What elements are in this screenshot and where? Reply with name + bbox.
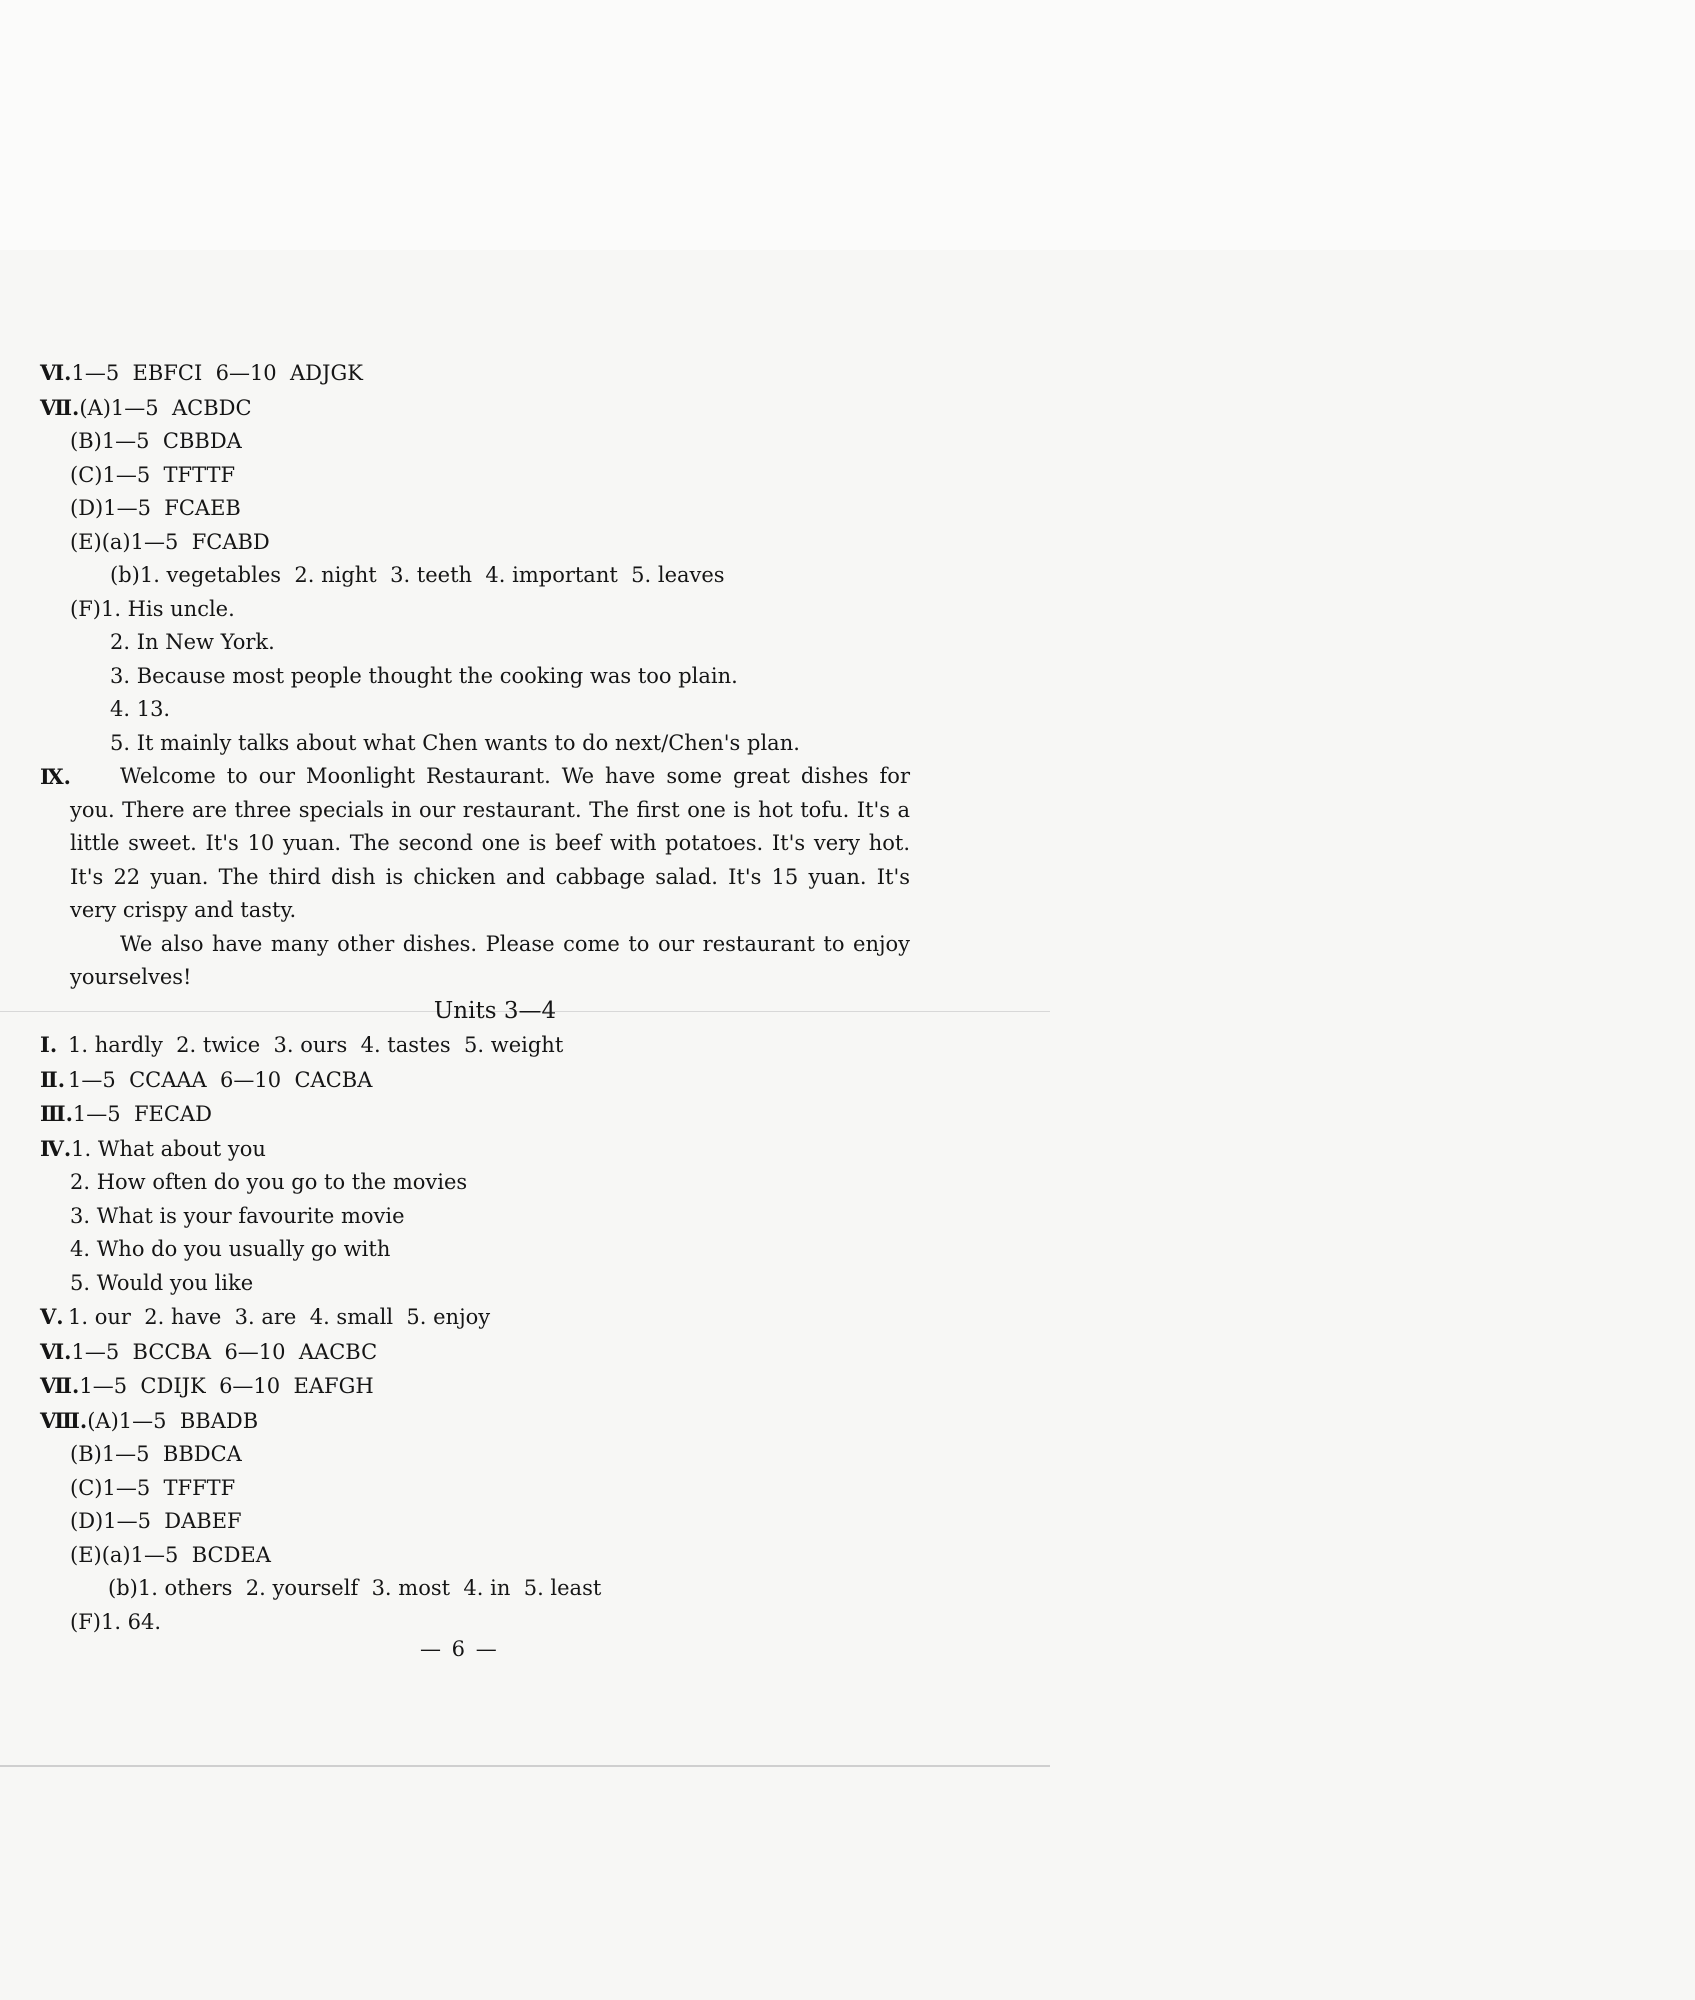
section-number: Ⅳ. <box>40 1135 72 1161</box>
answer-line <box>40 593 910 627</box>
answer-line <box>40 459 910 493</box>
answer-text: 5. It mainly talks about what Chen wants to do next/Chen's plan. <box>110 730 800 755</box>
answer-text: 1—5 FECAD <box>72 1102 212 1126</box>
answer-text: 1. hardly 2. twice 3. ours 4. tastes 5. weight <box>68 1033 564 1057</box>
answer-line <box>40 391 910 426</box>
answer-line <box>40 1404 910 1439</box>
answer-text: (C)1—5 TFTTF <box>70 462 236 487</box>
answer-line <box>40 1438 910 1472</box>
answer-text: 1. our 2. have 3. are 4. small 5. enjoy <box>68 1305 491 1329</box>
answer-line <box>40 693 910 727</box>
answer-text: 1—5 CDIJK 6—10 EAFGH <box>79 1374 374 1398</box>
paragraph-text: Welcome to our Moonlight Restaurant. We have some great dishes for you. There are three specials in our restaurant. The first one is hot tofu. It's a little sweet. It's 10 yuan. The second one is beef with potatoes. It's very hot. It's 22 yuan. The third dish is chicken and cabbage salad. It's 15 yuan. It's very crispy and tasty. <box>70 764 910 922</box>
answer-text: 1—5 BCCBA 6—10 AACBC <box>71 1339 378 1364</box>
answer-line <box>40 356 910 391</box>
answer-text: 2. In New York. <box>110 630 275 654</box>
section-number: Ⅵ. <box>40 1338 72 1364</box>
answer-line <box>40 727 910 761</box>
section-number: Ⅸ. <box>40 764 71 789</box>
answer-text: (C)1—5 TFFTF <box>70 1475 236 1500</box>
answer-text: 4. Who do you usually go with <box>70 1237 391 1261</box>
answer-line <box>40 526 910 560</box>
answer-line <box>40 1472 910 1506</box>
answer-text: (b)1. vegetables 2. night 3. teeth 4. important 5. leaves <box>110 563 725 587</box>
answer-text: (E)(a)1—5 BCDEA <box>70 1542 271 1567</box>
section-title: Units 3—4 <box>433 997 557 1024</box>
answer-text: 4. 13. <box>110 697 171 721</box>
answer-text: (B)1—5 BBDCA <box>70 1442 242 1466</box>
answer-line <box>40 1233 910 1267</box>
answer-line <box>40 1505 910 1539</box>
scan-margin <box>0 0 1695 250</box>
answer-text: 3. What is your favourite movie <box>70 1203 405 1228</box>
answer-text: (B)1—5 CBBDA <box>70 429 242 453</box>
answer-key <box>40 356 910 1639</box>
answer-text: 1. What about you <box>71 1136 266 1161</box>
section-number: Ⅰ. <box>40 1032 58 1057</box>
answer-line <box>40 492 910 526</box>
section-number: Ⅲ. <box>40 1101 73 1126</box>
answer-line <box>40 425 910 459</box>
answer-line <box>40 626 910 660</box>
paragraph <box>40 928 910 995</box>
answer-text: (D)1—5 FCAEB <box>70 496 241 520</box>
writing-answer <box>40 760 910 995</box>
answer-line <box>40 1063 910 1098</box>
section-number: Ⅶ. <box>40 394 80 420</box>
section-number: Ⅷ. <box>40 1407 88 1433</box>
answer-line <box>40 1335 910 1370</box>
answer-text: (F)1. His uncle. <box>70 596 235 621</box>
answer-line <box>40 660 910 694</box>
answer-line <box>40 1200 910 1234</box>
answer-text: (A)1—5 ACBDC <box>79 395 252 420</box>
section-number: Ⅶ. <box>40 1373 80 1398</box>
answer-text: 2. How often do you go to the movies <box>70 1170 468 1194</box>
paragraph-text: We also have many other dishes. Please come to our restaurant to enjoy yourselves! <box>70 931 910 989</box>
answer-line <box>40 1606 910 1640</box>
answer-line <box>40 1132 910 1167</box>
answer-line <box>40 1166 910 1200</box>
answer-text: (E)(a)1—5 FCABD <box>70 529 270 554</box>
answer-text: (D)1—5 DABEF <box>70 1509 242 1533</box>
answer-line <box>40 1369 910 1404</box>
answer-text: 3. Because most people thought the cooking was too plain. <box>110 663 738 688</box>
answer-text: (F)1. 64. <box>70 1609 162 1634</box>
answer-line <box>40 1028 910 1063</box>
answer-line <box>40 1300 910 1335</box>
answer-text: 1—5 EBFCI 6—10 ADJGK <box>71 361 363 385</box>
section-number: Ⅱ. <box>40 1066 66 1092</box>
answer-text: 1—5 CCAAA 6—10 CACBA <box>68 1067 373 1092</box>
answer-line <box>40 1097 910 1132</box>
section-number: Ⅴ. <box>40 1304 64 1329</box>
answer-text: (A)1—5 BBADB <box>87 1408 259 1433</box>
answer-line <box>40 559 910 593</box>
page-edge <box>0 1765 1050 1767</box>
page-number: — 6 — <box>420 1637 499 1661</box>
paragraph <box>40 760 910 928</box>
answer-line <box>40 1267 910 1301</box>
answer-line <box>40 1539 910 1573</box>
answer-line <box>40 1572 910 1606</box>
answer-text: (b)1. others 2. yourself 3. most 4. in 5. least <box>108 1576 602 1600</box>
section-number: Ⅵ. <box>40 360 72 385</box>
answer-text: 5. Would you like <box>70 1270 254 1295</box>
